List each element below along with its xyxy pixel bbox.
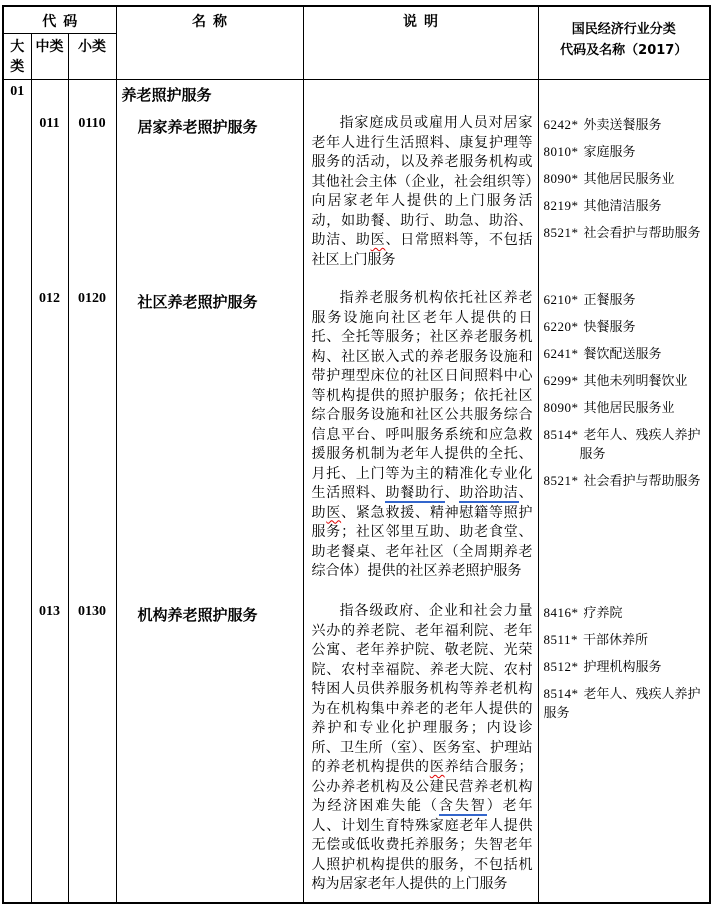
major-code-cell: [3, 112, 31, 287]
industry-name: 护理机构服务: [583, 659, 662, 674]
industry-name: 其他清洁服务: [583, 198, 662, 213]
grammar-marked-text: 助浴助洁: [459, 486, 519, 501]
industry-code: 8010*: [543, 144, 579, 159]
description-cell: [303, 600, 538, 903]
header-industry-line2: 代码及名称（2017）: [560, 43, 688, 58]
industry-code: 8512*: [543, 659, 579, 674]
industry-code-entry: [544, 630, 708, 649]
industry-code: 8514*: [543, 427, 579, 442]
minor-code-cell: 0120: [68, 287, 116, 600]
table-row-0110-home-care: [3, 112, 710, 287]
industry-code: 8521*: [543, 473, 579, 488]
industry-codes-cell: [538, 79, 710, 112]
industry-name: 社会看护与帮助服务: [583, 225, 701, 240]
description-text: 、日常照料等，不包括社区上门服务: [311, 233, 533, 268]
industry-code: 8521*: [543, 225, 579, 240]
industry-name: 家庭服务: [583, 144, 636, 159]
industry-code: 8090*: [543, 171, 579, 186]
table-row-0130-institutional-care: [3, 600, 710, 903]
industry-code: 6242*: [543, 117, 579, 132]
description-cell: [303, 112, 538, 287]
major-code-cell: 01: [3, 79, 31, 112]
industry-name: 老年人、残疾人养护服务: [543, 686, 701, 720]
spellcheck-marked-text: 医: [326, 505, 342, 521]
industry-name: 快餐服务: [583, 319, 636, 334]
industry-code-entry: [544, 425, 708, 463]
major-code-cell: [3, 287, 31, 600]
description-paragraph: [312, 114, 533, 270]
category-name: 社区养老照护服务: [137, 293, 258, 311]
industry-name: 正餐服务: [583, 292, 636, 307]
industry-name: 其他未列明餐饮业: [583, 373, 688, 388]
grammar-marked-text: 助餐助行: [385, 486, 445, 501]
header-name-column: 名称: [116, 6, 303, 79]
industry-code-entry: [544, 684, 708, 722]
header-industry-column: [538, 6, 710, 79]
minor-code-cell: 0110: [68, 112, 116, 287]
spellcheck-marked-text: 医: [370, 233, 386, 248]
industry-code-entry: [544, 290, 708, 309]
industry-code: 8511*: [543, 632, 579, 647]
industry-name: 干部休养所: [583, 632, 649, 647]
description-text: ）老年人、计划生育特殊家庭老年人提供无偿或低收费托养服务；失智老年人照护机构提供的服务，不包括机构为居家老年人提供的上门服务: [311, 799, 533, 892]
description-text: 养结合服务；公办养老机构及公建民营养老机构为经济困难失能（: [311, 760, 533, 814]
industry-code: 6299*: [543, 373, 579, 388]
industry-code-entry: [544, 344, 708, 363]
description-paragraph: [312, 289, 533, 582]
medium-code-cell: [31, 79, 68, 112]
industry-code-entry: [544, 603, 708, 622]
description-cell: [303, 79, 538, 112]
category-name: 机构养老照护服务: [137, 606, 258, 624]
industry-name: 外卖送餐服务: [583, 117, 662, 132]
industry-code-entry: [544, 196, 708, 215]
category-name-cell: [116, 600, 303, 903]
category-name-cell: [116, 112, 303, 287]
header-minor-class: 小类: [68, 33, 116, 79]
industry-code: 8514*: [543, 686, 579, 701]
medium-code-cell: 013: [31, 600, 68, 903]
description-text: 指各级政府、企业和社会力量兴办的养老院、老年福利院、老年公寓、老年养护院、敬老院、光荣院、农村幸福院、养老大院、农村特困人员供养服务机构等养老机构为在机构集中养老的老年人提供的养护和专业化护理服务；内设诊所、卫生所（室）、医务室、护理站的养老机构提供的: [311, 604, 533, 775]
industry-code: 8416*: [543, 605, 579, 620]
industry-code-entry: [544, 371, 708, 390]
industry-name: 其他居民服务业: [583, 400, 675, 415]
description-cell: [303, 287, 538, 600]
industry-code-entry: [544, 317, 708, 336]
industry-code-entry: [544, 657, 708, 676]
industry-name: 社会看护与帮助服务: [583, 473, 701, 488]
industry-code: 6241*: [543, 346, 579, 361]
header-major-class: 大类: [3, 33, 31, 79]
industry-codes-cell: [538, 287, 710, 600]
header-description-column: 说明: [303, 6, 538, 79]
industry-codes-cell: [538, 112, 710, 287]
major-code-cell: [3, 600, 31, 903]
category-name: 养老照护服务: [121, 85, 212, 104]
category-name-cell: [116, 79, 303, 112]
header-row-top: [3, 6, 710, 33]
header-industry-line1: 国民经济行业分类: [571, 22, 676, 37]
elderly-care-classification-document: [2, 5, 711, 904]
minor-code-cell: [68, 79, 116, 112]
header-code-group: 代码: [3, 6, 116, 33]
category-name-cell: [116, 287, 303, 600]
industry-code-entry: [544, 398, 708, 417]
table-body: [3, 79, 710, 903]
table-row-sector-01: [3, 79, 710, 112]
industry-name: 餐饮配送服务: [583, 346, 662, 361]
table-header: [3, 6, 710, 79]
industry-name: 其他居民服务业: [583, 171, 675, 186]
medium-code-cell: 011: [31, 112, 68, 287]
industry-code-entry: [544, 142, 708, 161]
category-name: 居家养老照护服务: [137, 118, 258, 136]
description-text: 、紧急救援、精神慰籍等照护服务；社区邻里互助、助老食堂、助老餐桌、老年社区（全周期养老综合体）提供的社区养老照护服务: [311, 505, 533, 579]
description-text: 、助: [311, 486, 533, 521]
industry-code-entry: [544, 223, 708, 242]
spellcheck-marked-text: 医: [429, 760, 445, 775]
description-text: 、: [444, 486, 460, 501]
description-text: 指家庭成员或雇用人员对居家老年人进行生活照料、康复护理等服务的活动，以及养老服务机构或其他社会主体（企业，社会组织等）向居家老年人提供的上门服务活动，如助餐、助行、助急、助浴、助洁、助: [311, 116, 533, 248]
industry-name: 疗养院: [583, 605, 623, 620]
medium-code-cell: 012: [31, 287, 68, 600]
table-row-0120-community-care: [3, 287, 710, 600]
description-paragraph: [312, 602, 533, 895]
grammar-marked-text: 含失智: [438, 799, 487, 814]
industry-code-entry: [544, 169, 708, 188]
minor-code-cell: 0130: [68, 600, 116, 903]
industry-code: 6210*: [543, 292, 579, 307]
industry-name: 老年人、残疾人养护服务: [579, 427, 701, 461]
classification-table: [2, 5, 711, 904]
industry-code: 8219*: [543, 198, 579, 213]
header-medium-class: 中类: [31, 33, 68, 79]
industry-code: 8090*: [543, 400, 579, 415]
industry-codes-cell: [538, 600, 710, 903]
description-text: 指养老服务机构依托社区养老服务设施向社区老年人提供的日托、全托等服务；社区养老服务机构、社区嵌入式的养老服务设施和带护理型床位的社区日间照料中心等机构提供的照护服务；依托社区综合服务设施和社区公共服务综合信息平台、呼叫服务系统和应急救援服务机制为老年人提供的全托、月托、上门等为主的精准化专业化生活照料、: [311, 291, 533, 501]
industry-code-entry: [544, 471, 708, 490]
industry-code-entry: [544, 115, 708, 134]
industry-code: 6220*: [543, 319, 579, 334]
